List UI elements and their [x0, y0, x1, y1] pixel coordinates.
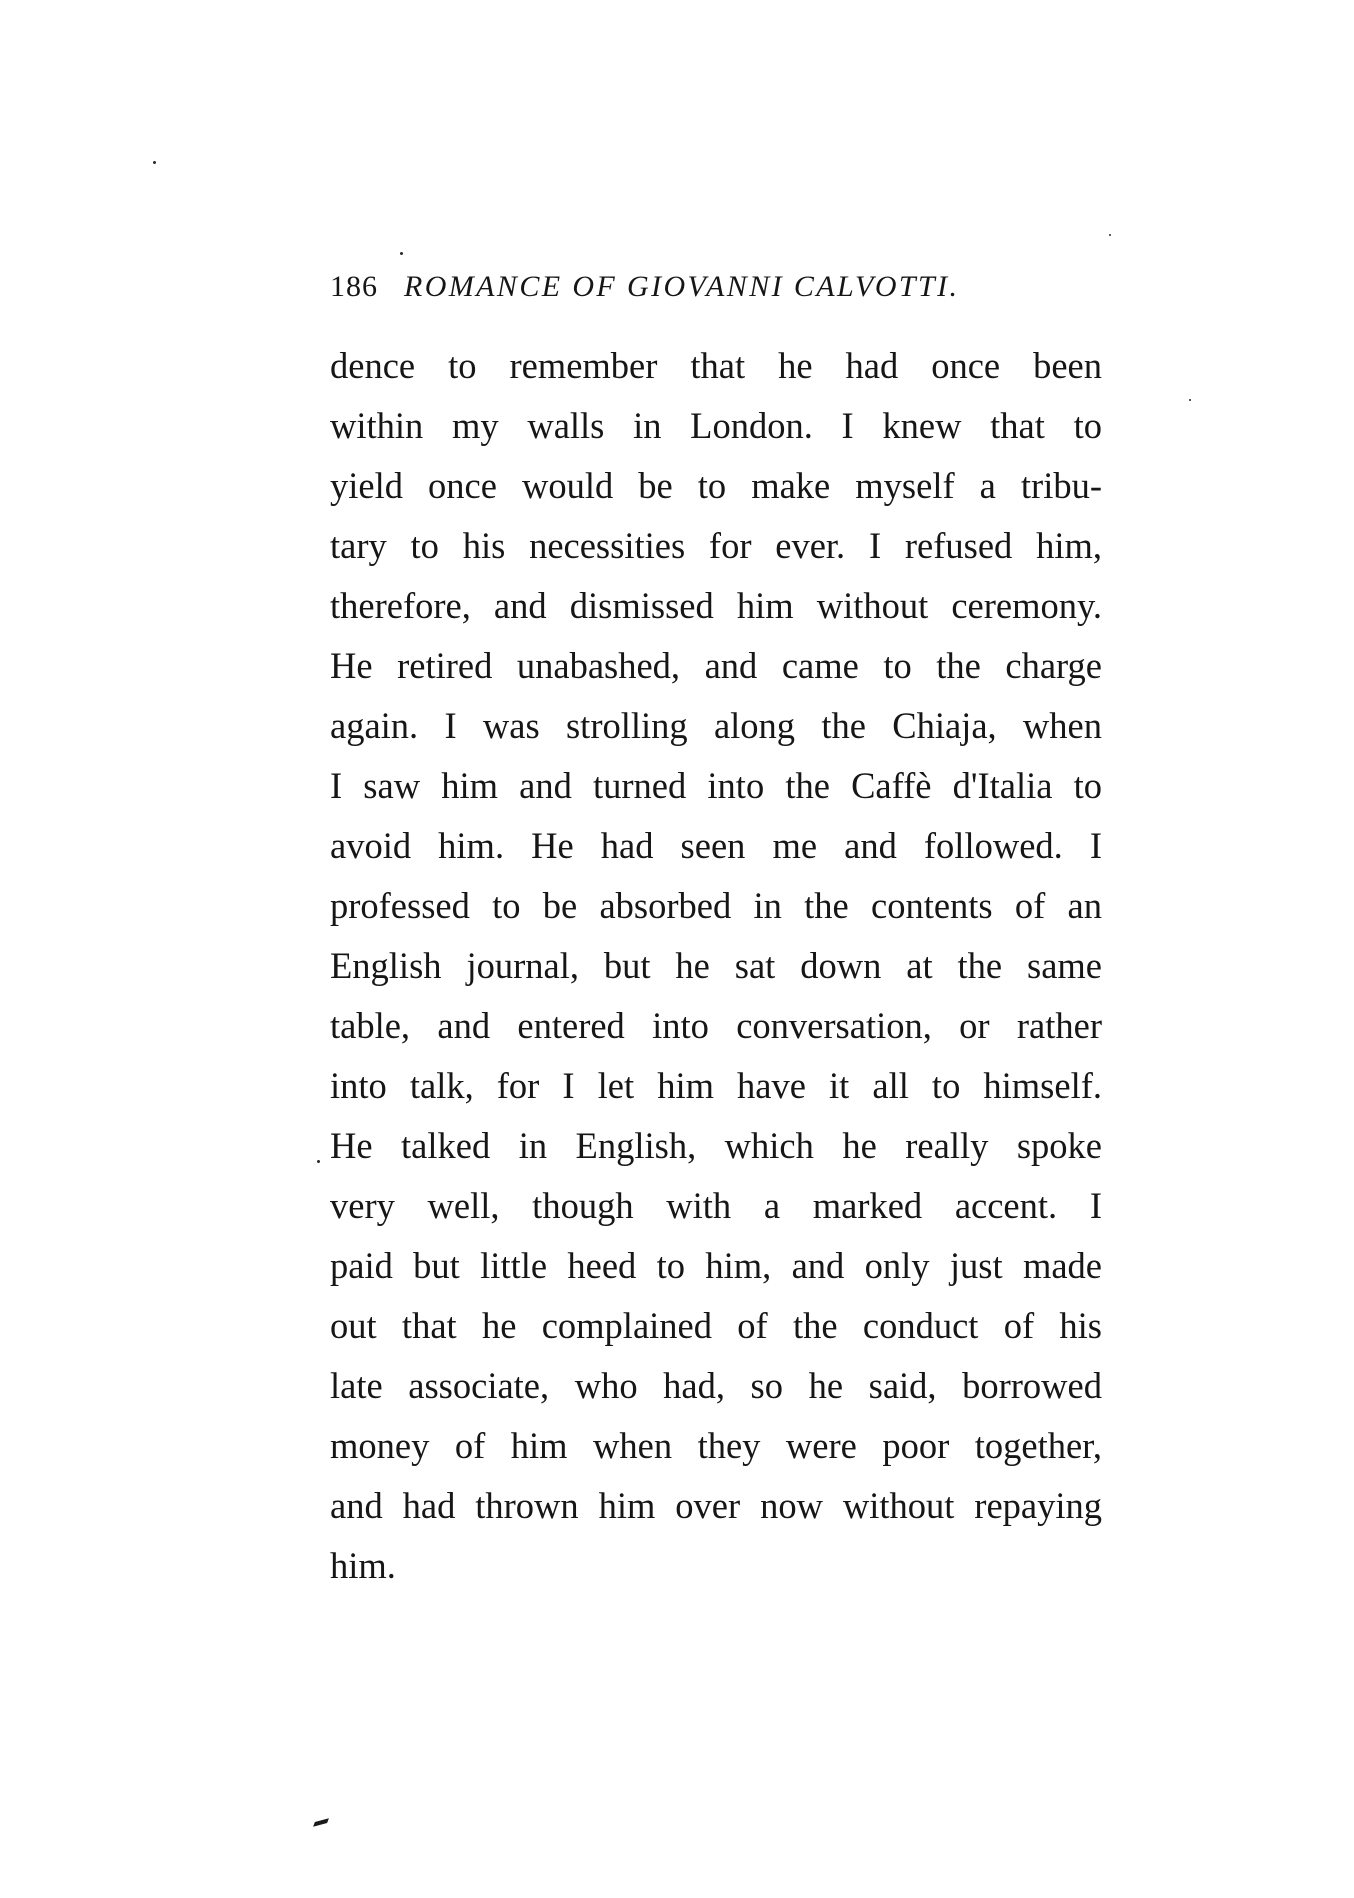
paper-speck	[153, 161, 156, 164]
running-title: ROMANCE OF GIOVANNI CALVOTTI.	[404, 270, 960, 303]
page-number: 186	[330, 270, 378, 303]
text-line: yield once would be to make myself a tribu-	[330, 465, 1102, 506]
text-line: English journal, but he sat down at the same	[330, 945, 1102, 986]
text-line: I saw him and turned into the Caffè d'Italia to	[330, 765, 1102, 806]
text-line: table, and entered into conversation, or rather	[330, 1005, 1102, 1046]
text-line: money of him when they were poor together,	[330, 1425, 1102, 1466]
body-text	[330, 336, 1102, 1596]
text-line: and had thrown him over now without repaying	[330, 1485, 1102, 1526]
text-line: out that he complained of the conduct of his	[330, 1305, 1102, 1346]
text-line: into talk, for I let him have it all to himself.	[330, 1065, 1102, 1106]
text-line: late associate, who had, so he said, borrowed	[330, 1365, 1102, 1406]
text-line: avoid him. He had seen me and followed. I	[330, 825, 1102, 866]
running-head	[330, 262, 1110, 312]
text-line: therefore, and dismissed him without ceremony.	[330, 585, 1102, 626]
text-line: He talked in English, which he really spoke	[330, 1125, 1102, 1166]
text-line-last: him.	[330, 1545, 396, 1586]
text-line: paid but little heed to him, and only just made	[330, 1245, 1102, 1286]
text-line: very well, though with a marked accent. I	[330, 1185, 1102, 1226]
text-line: tary to his necessities for ever. I refused him,	[330, 525, 1102, 566]
text-line: within my walls in London. I knew that to	[330, 405, 1102, 446]
text-line: again. I was strolling along the Chiaja, when	[330, 705, 1102, 746]
text-line: dence to remember that he had once been	[330, 345, 1102, 386]
text-line: He retired unabashed, and came to the charge	[330, 645, 1102, 686]
paper-speck	[400, 252, 403, 255]
text-line: professed to be absorbed in the contents of an	[330, 885, 1102, 926]
paper-speck	[1109, 234, 1111, 236]
paper-speck	[1189, 399, 1191, 401]
ink-mark	[313, 1818, 329, 1826]
paper-speck	[317, 1160, 320, 1163]
